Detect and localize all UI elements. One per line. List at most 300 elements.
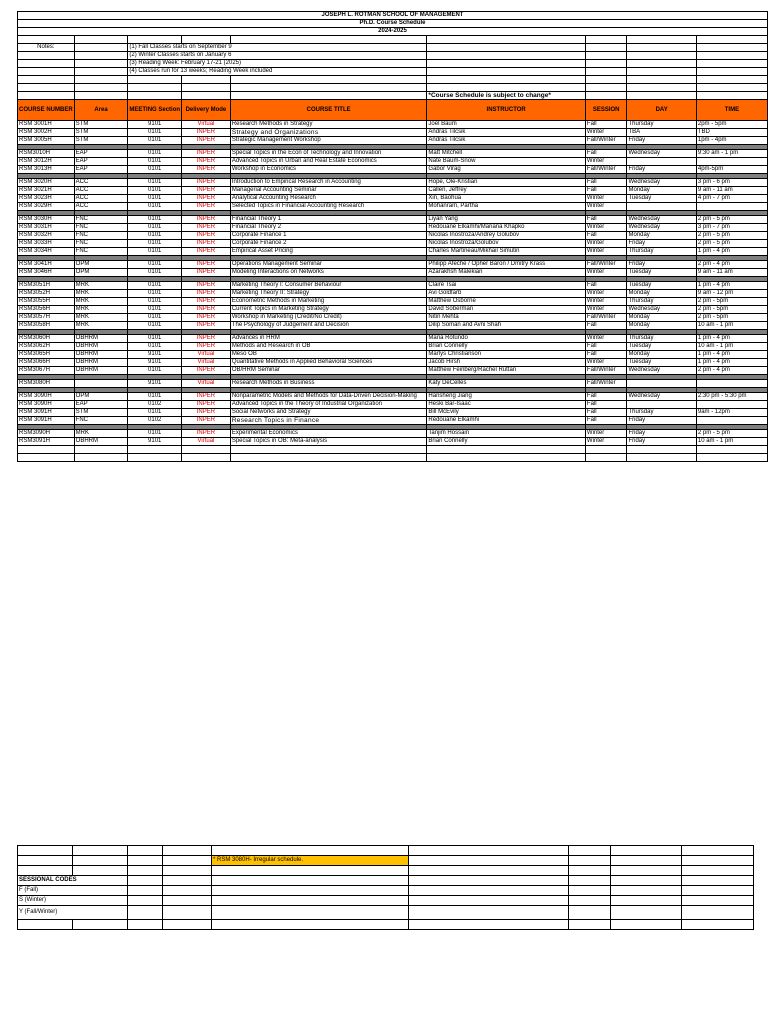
cell-area: MRK	[74, 322, 128, 330]
cell-time: 2 pm - 5pm	[696, 298, 767, 306]
cell-section: 0101	[128, 137, 182, 145]
course-row	[18, 367, 768, 375]
cell-course-number: RSM3060H	[18, 335, 75, 343]
cell-section: 0101	[128, 298, 182, 306]
course-row	[18, 195, 768, 203]
cell-section: 0102	[128, 417, 182, 425]
cell-section: 0101	[128, 367, 182, 375]
cell-delivery-mode: INPER	[182, 203, 231, 211]
cell-day: Wednesday	[627, 367, 696, 375]
cell-section: 9101	[128, 359, 182, 367]
cell-area: MRK	[74, 306, 128, 314]
cell-delivery-mode: INPER	[182, 430, 231, 438]
course-row	[18, 224, 768, 232]
cell-course-number: RSM 3013H	[18, 166, 75, 174]
cell-time: 2 pm - 5 pm	[696, 232, 767, 240]
cell-course-number: RSM 3005H	[18, 137, 75, 145]
cell-course-title: The Psychology of Judgement and Decision	[230, 322, 427, 330]
cell-session: Winter	[585, 224, 627, 232]
cell-course-title: Operations Management Seminar	[230, 261, 427, 269]
cell-area: STM	[74, 121, 128, 129]
cell-session: Fall/Winter	[585, 137, 627, 145]
cell-day: Thursday	[627, 121, 696, 129]
academic-year: 2024-2025	[18, 28, 768, 36]
cell-delivery-mode: INPER	[182, 335, 231, 343]
cell-day: Friday	[627, 438, 696, 446]
course-row	[18, 401, 768, 409]
course-row	[18, 343, 768, 351]
course-row	[18, 129, 768, 137]
cell-delivery-mode: INPER	[182, 409, 231, 417]
cell-course-number: RSM3055H	[18, 298, 75, 306]
cell-instructor: Redouane Elkamhi/Mariana Khapko	[427, 224, 585, 232]
cell-area: OPM	[74, 393, 128, 401]
cell-area: OBHRM	[74, 351, 128, 359]
cell-delivery-mode: INPER	[182, 298, 231, 306]
cell-course-number: RSM3051H	[18, 282, 75, 290]
col-delivery-mode: Delivery Mode	[182, 100, 231, 121]
cell-session: Winter	[585, 269, 627, 277]
cell-area: FNC	[74, 232, 128, 240]
cell-day: Friday	[627, 261, 696, 269]
cell-delivery-mode: INPER	[182, 261, 231, 269]
cell-day: Wednesday	[627, 306, 696, 314]
note-line: (1) Fall Classes starts on September 9	[128, 44, 427, 52]
course-row	[18, 179, 768, 187]
cell-delivery-mode: INPER	[182, 417, 231, 425]
cell-section: 0101	[128, 195, 182, 203]
cell-time: 1 pm - 4 pm	[696, 282, 767, 290]
cell-session: Fall/Winter	[585, 261, 627, 269]
cell-delivery-mode: INPER	[182, 401, 231, 409]
cell-time	[696, 158, 767, 166]
cell-session: Fall	[585, 343, 627, 351]
cell-area: ACC	[74, 203, 128, 211]
cell-delivery-mode: INPER	[182, 137, 231, 145]
cell-course-title: Strategy and Organizations	[230, 129, 427, 137]
cell-section: 0101	[128, 430, 182, 438]
cell-instructor: Xin, Baohua	[427, 195, 585, 203]
cell-instructor: Dilip Soman and Avni Shah	[427, 322, 585, 330]
cell-course-title: Econometric Methods in Marketing	[230, 298, 427, 306]
cell-section: 0101	[128, 335, 182, 343]
cell-day: Thursday	[627, 409, 696, 417]
cell-time	[696, 401, 767, 409]
course-row	[18, 240, 768, 248]
cell-section: 0101	[128, 240, 182, 248]
cell-day: Thursday	[627, 248, 696, 256]
cell-area: EAP	[74, 401, 128, 409]
cell-section: 0101	[128, 261, 182, 269]
cell-time: 4 pm - 7 pm	[696, 195, 767, 203]
cell-instructor: Joel Baum	[427, 121, 585, 129]
course-row	[18, 322, 768, 330]
cell-delivery-mode: INPER	[182, 282, 231, 290]
cell-instructor: Matthew Osborne	[427, 298, 585, 306]
cell-area: MRK	[74, 430, 128, 438]
cell-session: Fall	[585, 232, 627, 240]
cell-delivery-mode: INPER	[182, 343, 231, 351]
cell-time: 1 pm - 4 pm	[696, 248, 767, 256]
cell-time: 2 pm - 5 pm	[696, 216, 767, 224]
cell-day: Wednesday	[627, 150, 696, 158]
column-header-row	[18, 100, 768, 121]
cell-instructor: Brian Connelly	[427, 343, 585, 351]
cell-time: 9 am - 11 am	[696, 269, 767, 277]
cell-time: 2 pm - 4 pm	[696, 261, 767, 269]
cell-area: EAP	[74, 150, 128, 158]
cell-instructor: Hansheng Jiang	[427, 393, 585, 401]
cell-delivery-mode: INPER	[182, 393, 231, 401]
cell-time: 10 am - 1 pm	[696, 438, 767, 446]
cell-area: OBHRM	[74, 367, 128, 375]
cell-session: Winter	[585, 129, 627, 137]
cell-delivery-mode: INPER	[182, 306, 231, 314]
cell-course-title: Workshop in Marketing (Credit/No Credit)	[230, 314, 427, 322]
cell-area: ACC	[74, 187, 128, 195]
cell-section: 0101	[128, 343, 182, 351]
cell-delivery-mode: INPER	[182, 179, 231, 187]
cell-delivery-mode: Virtual	[182, 438, 231, 446]
sessional-code: S (Winter)	[18, 896, 128, 906]
cell-session: Winter	[585, 298, 627, 306]
cell-time	[696, 203, 767, 211]
cell-instructor: Nicolas Inostroza/Andrey Golubov	[427, 232, 585, 240]
cell-day: Friday	[627, 166, 696, 174]
cell-session: Winter	[585, 290, 627, 298]
cell-session: Fall/Winter	[585, 367, 627, 375]
school-name: JOSEPH L. ROTMAN SCHOOL OF MANAGEMENT	[18, 12, 768, 20]
cell-session: Fall	[585, 216, 627, 224]
cell-time: 1 pm - 4 pm	[696, 351, 767, 359]
cell-section: 0101	[128, 216, 182, 224]
cell-course-title: Social Networks and Strategy	[230, 409, 427, 417]
cell-area: EAP	[74, 158, 128, 166]
cell-section: 0101	[128, 290, 182, 298]
cell-instructor: Charles Martineau/Mikhail Simutin	[427, 248, 585, 256]
cell-time: 2 pm - 5 pm	[696, 240, 767, 248]
cell-course-number: RSM3056H	[18, 306, 75, 314]
course-row	[18, 335, 768, 343]
cell-instructor: Philipp Afeche / Opher Baron / Dmitry Krass	[427, 261, 585, 269]
cell-session: Winter	[585, 240, 627, 248]
cell-area: EAP	[74, 166, 128, 174]
cell-course-number: RSM3062H	[18, 343, 75, 351]
cell-course-number: RSM 3033H	[18, 240, 75, 248]
cell-time: 9:30 am - 1 pm	[696, 150, 767, 158]
course-row	[18, 290, 768, 298]
cell-area: FNC	[74, 248, 128, 256]
cell-delivery-mode: Virtual	[182, 380, 231, 388]
cell-course-number: RSM 3029H	[18, 203, 75, 211]
cell-course-number: RSM 3002H	[18, 129, 75, 137]
cell-course-number: RSM 3041H	[18, 261, 75, 269]
cell-instructor: Matt Mitchell	[427, 150, 585, 158]
cell-delivery-mode: INPER	[182, 195, 231, 203]
cell-section: 0101	[128, 393, 182, 401]
cell-section: 0101	[128, 232, 182, 240]
cell-section: 9101	[128, 438, 182, 446]
cell-course-number: RSM 3012H	[18, 158, 75, 166]
cell-instructor: Heski Bar-Isaac	[427, 401, 585, 409]
cell-day: TBA	[627, 129, 696, 137]
cell-course-title: Advanced Topics in Urban and Real Estate Economics	[230, 158, 427, 166]
cell-delivery-mode: Virtual	[182, 359, 231, 367]
course-row	[18, 298, 768, 306]
cell-area: ACC	[74, 195, 128, 203]
cell-course-number: RSM 3090H	[18, 401, 75, 409]
cell-time	[696, 417, 767, 425]
course-row	[18, 314, 768, 322]
cell-area: FNC	[74, 216, 128, 224]
course-row	[18, 121, 768, 129]
cell-session: Fall	[585, 409, 627, 417]
cell-session: Winter	[585, 306, 627, 314]
course-row	[18, 380, 768, 388]
cell-course-title: Managerial Accounting Seminar	[230, 187, 427, 195]
cell-section: 9101	[128, 380, 182, 388]
cell-course-title: Research Methods in Strategy	[230, 121, 427, 129]
cell-course-number: RSM3090H	[18, 430, 75, 438]
cell-course-title: Advances in HRM	[230, 335, 427, 343]
cell-section: 0101	[128, 129, 182, 137]
cell-day: Wednesday	[627, 393, 696, 401]
cell-session: Winter	[585, 158, 627, 166]
cell-course-number: RSM3010H	[18, 150, 75, 158]
cell-day: Wednesday	[627, 224, 696, 232]
cell-course-number: RSM 3023H	[18, 195, 75, 203]
cell-session: Winter	[585, 203, 627, 211]
cell-instructor: Marlys Christianson	[427, 351, 585, 359]
col-meeting-section: MEETING Section	[128, 100, 182, 121]
cell-day: Tuesday	[627, 282, 696, 290]
course-row	[18, 187, 768, 195]
cell-course-title: Workshop in Economics	[230, 166, 427, 174]
cell-course-number: RSM3058H	[18, 322, 75, 330]
cell-section: 0102	[128, 401, 182, 409]
cell-course-number: RSM3080H	[18, 380, 75, 388]
cell-instructor: Liyan Yang	[427, 216, 585, 224]
cell-area: STM	[74, 129, 128, 137]
note-line: (3) Reading Week: February 17-21 (2025)	[128, 60, 427, 68]
course-row	[18, 393, 768, 401]
course-row	[18, 417, 768, 425]
cell-instructor: Nate Baum-Snow	[427, 158, 585, 166]
cell-course-number: RSM 3032H	[18, 232, 75, 240]
cell-time	[696, 380, 767, 388]
cell-session: Winter	[585, 248, 627, 256]
cell-area: OBHRM	[74, 335, 128, 343]
cell-course-number: RSM 3034H	[18, 248, 75, 256]
cell-course-title: OB/HRM Seminar	[230, 367, 427, 375]
irregular-schedule-note: * RSM 3080H- Irregular schedule.	[212, 856, 409, 866]
cell-course-title: Selected Topics in Financial Accounting Research	[230, 203, 427, 211]
cell-course-title: Corporate Finance 1	[230, 232, 427, 240]
cell-section: 0101	[128, 409, 182, 417]
cell-area: FNC	[74, 224, 128, 232]
cell-area: MRK	[74, 298, 128, 306]
course-row	[18, 282, 768, 290]
cell-time: 9 am - 12 pm	[696, 290, 767, 298]
cell-day: Friday	[627, 240, 696, 248]
cell-instructor: Brian Connelly	[427, 438, 585, 446]
cell-day: Friday	[627, 137, 696, 145]
cell-time: 9am - 12pm	[696, 409, 767, 417]
cell-section: 0101	[128, 150, 182, 158]
cell-area: MRK	[74, 290, 128, 298]
cell-course-number: RSM3066H	[18, 359, 75, 367]
cell-course-title: Financial Theory 1	[230, 216, 427, 224]
cell-time: 2:30 pm - 5:30 pm	[696, 393, 767, 401]
cell-instructor: Azarakhsh Malekian	[427, 269, 585, 277]
cell-instructor: Andras Tilcsik	[427, 129, 585, 137]
cell-delivery-mode: INPER	[182, 290, 231, 298]
cell-course-title: Special Topics in OB: Meta-analysis	[230, 438, 427, 446]
col-course-title: COURSE TITLE	[230, 100, 427, 121]
cell-delivery-mode: INPER	[182, 187, 231, 195]
cell-session: Winter	[585, 359, 627, 367]
cell-delivery-mode: INPER	[182, 314, 231, 322]
cell-course-number: RSM 3030H	[18, 216, 75, 224]
cell-area: OBHRM	[74, 359, 128, 367]
cell-section: 0101	[128, 166, 182, 174]
cell-delivery-mode: INPER	[182, 158, 231, 166]
cell-course-number: RSM 3046H	[18, 269, 75, 277]
cell-instructor: Avi Goldfarb	[427, 290, 585, 298]
cell-delivery-mode: INPER	[182, 232, 231, 240]
col-time: TIME	[696, 100, 767, 121]
cell-day: Monday	[627, 351, 696, 359]
course-row	[18, 409, 768, 417]
cell-session: Fall	[585, 322, 627, 330]
course-row	[18, 203, 768, 211]
cell-section: 0101	[128, 314, 182, 322]
cell-instructor: Nicolas Inostroza/Golubov	[427, 240, 585, 248]
cell-area	[74, 380, 128, 388]
cell-session: Fall	[585, 179, 627, 187]
cell-course-title: Advanced Topics in the Theory of Industrial Organization	[230, 401, 427, 409]
cell-course-title: Nonparametric Models and Methods for Data-Driven Decision-Making	[230, 393, 427, 401]
cell-delivery-mode: INPER	[182, 150, 231, 158]
schedule-title: Ph.D. Course Schedule	[18, 20, 768, 28]
cell-day	[627, 401, 696, 409]
cell-course-title: Financial Theory 2	[230, 224, 427, 232]
cell-course-title: Experimental Economics	[230, 430, 427, 438]
cell-area: MRK	[74, 282, 128, 290]
cell-course-title: Current Topics in Marketing Strategy	[230, 306, 427, 314]
cell-instructor: Hope, Ole-Kristian	[427, 179, 585, 187]
cell-time: 9 am - 11 am	[696, 187, 767, 195]
cell-area: OPM	[74, 261, 128, 269]
cell-area: FNC	[74, 240, 128, 248]
cell-instructor: Mohanram, Partha	[427, 203, 585, 211]
cell-area: OBHRM	[74, 343, 128, 351]
cell-course-title: Corporate Finance 2	[230, 240, 427, 248]
cell-course-number: RSM 3091H	[18, 417, 75, 425]
cell-course-number: RSM 3091H	[18, 409, 75, 417]
cell-delivery-mode: INPER	[182, 367, 231, 375]
cell-time: 2 pm - 5pm	[696, 314, 767, 322]
cell-area: OPM	[74, 269, 128, 277]
cell-session: Fall	[585, 150, 627, 158]
cell-time: TBD	[696, 129, 767, 137]
cell-delivery-mode: INPER	[182, 248, 231, 256]
course-row	[18, 232, 768, 240]
cell-session: Winter	[585, 438, 627, 446]
sessional-code: Y (Fall/Winter)	[18, 906, 128, 920]
cell-instructor: Claire Tsai	[427, 282, 585, 290]
cell-session: Fall	[585, 393, 627, 401]
course-row	[18, 438, 768, 446]
cell-time: 3 pm - 7 pm	[696, 224, 767, 232]
cell-course-number: RSM3067H	[18, 367, 75, 375]
cell-session: Fall	[585, 282, 627, 290]
col-area: Area	[74, 100, 128, 121]
cell-course-number: RSM 3021H	[18, 187, 75, 195]
cell-time: 10 am - 1 pm	[696, 322, 767, 330]
cell-time: 2 pm - 4 pm	[696, 367, 767, 375]
cell-time: 2 pm - 5pm	[696, 306, 767, 314]
cell-day	[627, 203, 696, 211]
cell-session: Winter	[585, 195, 627, 203]
course-schedule-table	[17, 11, 768, 462]
cell-area: OBHRM	[74, 438, 128, 446]
cell-day	[627, 158, 696, 166]
cell-day: Tuesday	[627, 343, 696, 351]
course-row	[18, 158, 768, 166]
note-line: (4) Classes run for 13 weeks; Reading Week included	[128, 68, 427, 76]
cell-day	[627, 380, 696, 388]
course-row	[18, 137, 768, 145]
cell-delivery-mode: INPER	[182, 224, 231, 232]
course-row	[18, 166, 768, 174]
cell-time: 2pm - 5pm	[696, 121, 767, 129]
cell-time: 3 pm - 6 pm	[696, 179, 767, 187]
course-row	[18, 248, 768, 256]
cell-course-number: RSM3057H	[18, 314, 75, 322]
cell-day: Wednesday	[627, 216, 696, 224]
cell-section: 0101	[128, 269, 182, 277]
cell-delivery-mode: Virtual	[182, 121, 231, 129]
cell-instructor: Callen, Jeffrey	[427, 187, 585, 195]
cell-session: Fall/Winter	[585, 166, 627, 174]
cell-day: Tuesday	[627, 195, 696, 203]
cell-day: Monday	[627, 322, 696, 330]
cell-instructor: Redouane Elkamhi	[427, 417, 585, 425]
cell-delivery-mode: INPER	[182, 129, 231, 137]
cell-session: Fall	[585, 351, 627, 359]
col-day: DAY	[627, 100, 696, 121]
cell-area: STM	[74, 137, 128, 145]
course-row	[18, 216, 768, 224]
cell-session: Fall	[585, 417, 627, 425]
course-row	[18, 306, 768, 314]
cell-course-title: Research Topics in Finance	[230, 417, 427, 425]
cell-section: 0101	[128, 224, 182, 232]
course-row	[18, 261, 768, 269]
cell-time: 4pm-5pm	[696, 166, 767, 174]
cell-course-number: RSM 3020H	[18, 179, 75, 187]
sessional-codes-title: SESSIONAL CODES	[18, 876, 128, 886]
cell-delivery-mode: Virtual	[182, 351, 231, 359]
cell-section: 9101	[128, 351, 182, 359]
course-row	[18, 430, 768, 438]
cell-section: 0101	[128, 158, 182, 166]
cell-course-number: RSM3091H	[18, 438, 75, 446]
cell-area: MRK	[74, 314, 128, 322]
cell-session: Fall	[585, 401, 627, 409]
cell-course-title: Analytical Accounting Research	[230, 195, 427, 203]
